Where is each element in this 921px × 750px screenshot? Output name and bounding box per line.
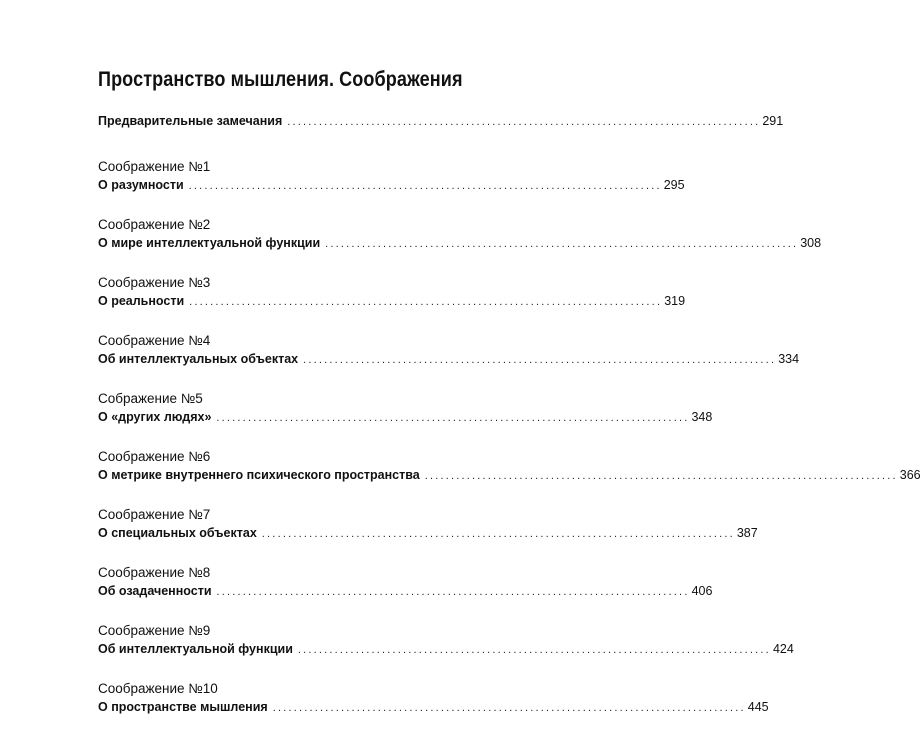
toc-entry [98, 506, 758, 542]
toc-entry [98, 274, 686, 310]
toc-page-number: 291 [762, 114, 784, 128]
toc-kicker: Соображение №6 [98, 449, 211, 464]
toc-heading: О мире интеллектуальной функции [98, 236, 321, 250]
toc-line [98, 112, 784, 130]
toc-heading: О специальных объектах [98, 526, 257, 540]
toc-line [98, 640, 794, 658]
toc-entry-preface [98, 112, 784, 130]
toc-kicker: Соображение №7 [98, 507, 211, 522]
dot-leader: .......................................................................................... [261, 528, 735, 540]
toc-heading: Об интеллектуальных объектах [98, 352, 299, 366]
toc-entry [98, 216, 822, 252]
dot-leader: .......................................................................................... [189, 296, 663, 308]
table-of-contents [98, 112, 921, 738]
toc-kicker: Соображение №8 [98, 565, 211, 580]
toc-kicker: Соображение №10 [98, 681, 218, 696]
toc-page-number: 445 [747, 700, 769, 714]
toc-line [98, 292, 686, 310]
dot-leader: .......................................................................................... [216, 412, 690, 424]
toc-line [98, 234, 822, 252]
toc-entry [98, 390, 713, 426]
toc-heading: Об интеллектуальной функции [98, 642, 293, 656]
dot-leader: .......................................................................................... [188, 180, 662, 192]
dot-leader: .......................................................................................... [424, 470, 898, 482]
toc-line [98, 408, 713, 426]
toc-entry [98, 564, 713, 600]
toc-heading: Предварительные замечания [98, 114, 283, 128]
toc-heading: О пространстве мышления [98, 700, 268, 714]
toc-page-number: 308 [800, 236, 822, 250]
toc-entry [98, 448, 921, 484]
toc-page-number: 348 [691, 410, 713, 424]
toc-line [98, 176, 685, 194]
toc-entry [98, 332, 800, 368]
toc-line [98, 524, 758, 542]
toc-kicker: Соображение №4 [98, 333, 211, 348]
toc-entry [98, 158, 685, 194]
toc-heading: Об озадаченности [98, 584, 212, 598]
toc-page-number: 424 [772, 642, 794, 656]
toc-kicker: Соображение №9 [98, 623, 211, 638]
toc-line [98, 466, 921, 484]
toc-page-number: 366 [899, 468, 921, 482]
dot-leader: .......................................................................................... [216, 586, 690, 598]
toc-page-number: 295 [663, 178, 685, 192]
toc-page-number: 319 [664, 294, 686, 308]
dot-leader: .......................................................................................... [287, 116, 761, 128]
toc-page-number: 387 [736, 526, 758, 540]
toc-entry [98, 680, 769, 716]
toc-heading: О метрике внутреннего психического пространства [98, 468, 420, 482]
toc-heading: О реальности [98, 294, 185, 308]
page-title: Пространство мышления. Соображения [98, 68, 463, 91]
toc-line [98, 698, 769, 716]
dot-leader: .......................................................................................... [272, 702, 746, 714]
toc-page-number: 334 [778, 352, 800, 366]
toc-kicker: Сображение №5 [98, 391, 203, 406]
toc-heading: О разумности [98, 178, 184, 192]
toc-kicker: Соображение №1 [98, 159, 211, 174]
toc-kicker: Соображение №3 [98, 275, 211, 290]
dot-leader: .......................................................................................... [297, 644, 771, 656]
toc-page-number: 406 [691, 584, 713, 598]
toc-line [98, 350, 800, 368]
dot-leader: .......................................................................................... [303, 354, 777, 366]
dot-leader: .......................................................................................... [325, 238, 799, 250]
toc-heading: О «других людях» [98, 410, 212, 424]
toc-line [98, 582, 713, 600]
toc-kicker: Соображение №2 [98, 217, 211, 232]
toc-entry [98, 622, 794, 658]
